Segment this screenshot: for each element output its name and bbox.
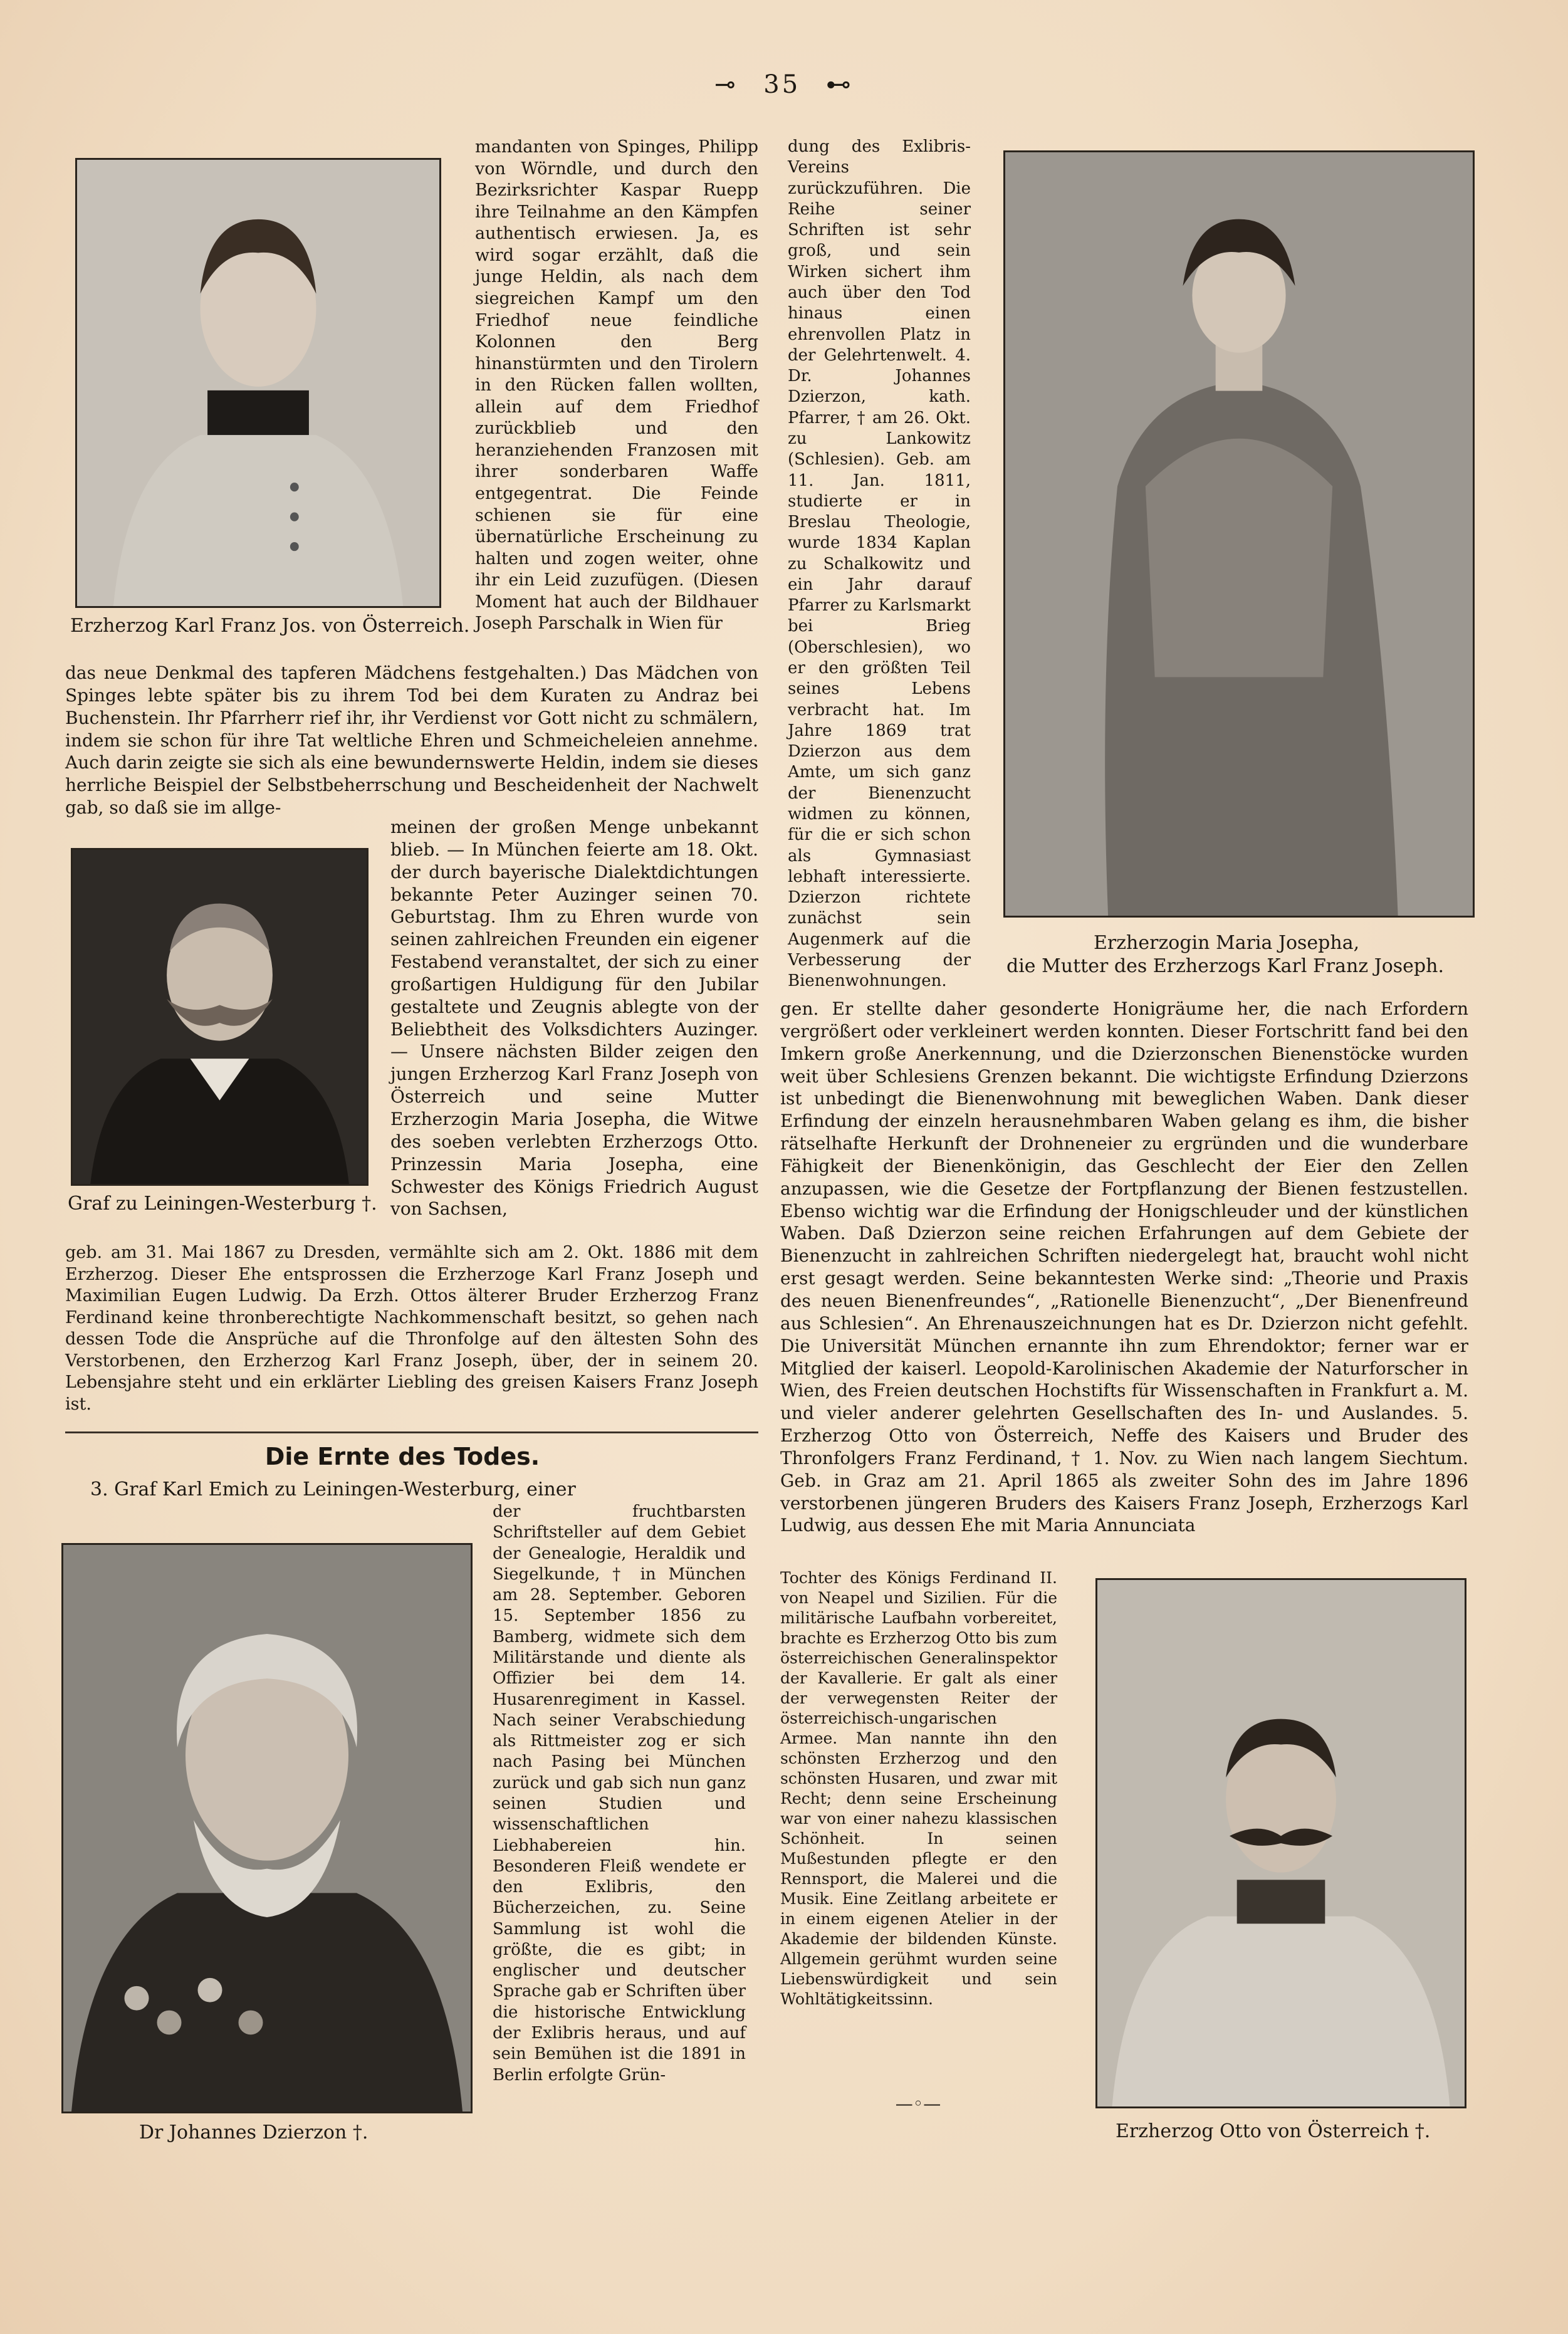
caption-maria-josepha-1: Erzherzogin Maria Josepha,: [1094, 932, 1360, 954]
paragraph: mandanten von Spinges, Philipp von Wörndle, und durch den Bezirksrichter Kaspar Ruepp ihre Teilnahme an den Kämpfen authentisch erwiesen. Ja, es wird sogar erzählt, daß die junge Heldin, als nach dem siegreichen Kampf um den Friedhof neue feindliche Kolonnen den Berg hinanstürmten und den Tirolern in den Rücken fallen wollten, allein auf dem Friedhof zurückblieb und den heranziehenden Franzosen mit ihrer sonderbaren Waffe entgegentrat. Die Feinde schienen sie für eine übernatürliche Erscheinung zu halten und zogen weiter, ohne ihr ein Leid zuzufügen. (Diesen Moment hat auch der Bildhauer Joseph Parschalk in Wien für: [475, 137, 758, 634]
text-graf-line: [90, 1478, 758, 1503]
paragraph: gen. Er stellte daher gesonderte Honigräume her, die nach Erfordern vergrößert oder verkleinert werden konnten. Dieser Fortschritt fand bei den Imkern große Anerkennung, und die Dzierzonschen Bienenstöcke wurden weit über Schlesiens Grenzen bekannt. Die wichtigste Erfindung Dzierzons ist unbedingt die Bienenwohnung mit beweglichen Waben. Dank dieser Erfindung der einzeln herausnehmbaren Waben gelang es ihm, die bisher rätselhafte Herkunft der Drohneneier zu ergründen und die wunderbare Fähigkeit der Bienenkönigin, das Geschlecht der Eier den Zellen anzupassen, wie die Gesetze der Fortpflanzung der Bienen festzustellen. Ebenso wichtig war die Erfindung der Honigschleuder und der künstlichen Waben. Daß Dzierzon seine reichen Erfahrungen auf dem Gebiete der Bienenzucht in zahlreichen Schriften niedergelegt hat, braucht wohl nicht erst gesagt werden. Seine bekanntesten Werke sind: „Theorie und Praxis des neuen Bienenfreundes“, „Rationelle Bienenzucht“, „Der Bienenfreund aus Schlesien“. An Ehrenauszeichnungen hat es Dr. Dzierzon nicht gefehlt. Die Universität München ernannte ihn zum Ehrendoktor; ferner war er Mitglied der kaiserl. Leopold-Karolinischen Akademie der Naturforscher in Wien, des Freien deutschen Hochstifts für Wissenschaften in Frankfurt a. M. und vieler anderer gelehrten Gesellschaften des In- und Auslandes. 5. Erzherzog Otto von Österreich, Neffe des Kaisers und Bruder des Thronfolgers Franz Ferdinand, † 1. Nov. zu Wien nach langem Siechtum. Geb. in Graz am 21. April 1865 als zweiter Sohn des im Jahre 1896 verstorbenen jüngeren Bruders des Kaisers Franz Joseph, Erzherzogs Karl Ludwig, aus dessen Ehe mit Maria Annunciata: [780, 998, 1468, 1536]
text-col3-top: [788, 137, 971, 997]
photo-leiningen: [71, 848, 368, 1186]
text-right-full: [780, 998, 1468, 1568]
text-left-full: [65, 1242, 758, 1415]
paragraph: Tochter des Königs Ferdinand II. von Neapel und Sizilien. Für die militärische Laufbahn vorbereitet, brachte es Erzherzog Otto bis zum österreichischen Generalinspektor der Kavallerie. Er galt als einer der verwegensten Reiter der österreichisch-ungarischen Armee. Man nannte ihn den schönsten Erzherzog und den schönsten Husaren, und zwar mit Recht; denn seine Erscheinung war von einer nahezu klassischen Schönheit. In seinen Mußestunden pflegte er den Rennsport, die Malerei und die Musik. Eine Zeitlang arbeitete er in einem eigenen Atelier in der Akademie der bildenden Künste. Allgemein gerühmt wurden seine Liebenswürdigkeit und sein Wohltätigkeitssinn.: [780, 1569, 1057, 2008]
text-col2-bottom: [493, 1502, 746, 2147]
caption-dzierzon: Dr Johannes Dzierzon †.: [139, 2122, 368, 2143]
page-header: [0, 70, 1568, 99]
page-ornament-right: ⊷: [825, 70, 854, 99]
paragraph: das neue Denkmal des tapferen Mädchens festgehalten.) Das Mädchen von Spinges lebte später bis zu ihrem Tod bei dem Kuraten zu Andraz bei Buchenstein. Ihr Pfarrherr rief ihr, ihr Verdienst vor Gott nicht zu schmälern, indem sie schon für ihre Tat weltliche Ehren und Schmeicheleien annehme. Auch darin zeigte sie sich als eine bewundernswerte Heldin, indem sie dieses herrliche Beispiel der Selbstbeherrschung und Bescheidenheit der Nachwelt gab, so daß sie im allge-: [65, 662, 758, 819]
caption-karl-franz: Erzherzog Karl Franz Jos. von Österreich.: [70, 615, 470, 637]
section-divider: [65, 1431, 758, 1433]
caption-leiningen: Graf zu Leiningen-Westerburg †.: [68, 1193, 377, 1215]
paragraph: geb. am 31. Mai 1867 zu Dresden, vermählte sich am 2. Okt. 1886 mit dem Erzherzog. Dieser Ehe entsprossen die Erzherzoge Karl Franz Joseph und Maximilian Eugen Ludwig. Da Erzh. Ottos älterer Bruder Erzherzog Franz Ferdinand keine thronberechtigte Nachkommenschaft besitzt, so gehen nach dessen Tode die Ansprüche auf die Thronfolge auf den ältesten Sohn des Verstorbenen, den Erzherzog Karl Franz Joseph, über, der in seinem 20. Lebensjahre steht und ein erklärter Liebling des greisen Kaisers Franz Joseph ist.: [65, 1243, 758, 1414]
text-left-mid: [65, 662, 758, 819]
section-heading: Die Ernte des Todes.: [264, 1443, 540, 1470]
page-number: 35: [763, 70, 801, 99]
photo-karl-franz: [75, 158, 441, 608]
photo-dzierzon: [61, 1543, 473, 2113]
caption-otto: Erzherzog Otto von Österreich †.: [1116, 2120, 1431, 2142]
page-ornament-left: ⊸: [714, 70, 738, 99]
text-left-side: [390, 816, 758, 1242]
caption-maria-josepha-2: die Mutter des Erzherzogs Karl Franz Joseph.: [1006, 955, 1444, 977]
text-col2-top: [475, 137, 758, 669]
paragraph: 3. Graf Karl Emich zu Leiningen-Westerburg, einer: [90, 1478, 576, 1500]
paragraph: der fruchtbarsten Schriftsteller auf dem Gebiet der Genealogie, Heraldik und Siegelkunde, † in München am 28. September. Geboren 15. September 1856 zu Bamberg, widmete sich dem Militärstande und diente als Offizier bei dem 14. Husarenregiment in Kassel. Nach seiner Verabschiedung als Rittmeister zog er sich nach Pasing bei München zurück und gab sich nun ganz seinen Studien und wissenschaftlichen Liebhabereien hin. Besonderen Fleiß wendete er den Exlibris, den Bücherzeichen, zu. Seine Sammlung ist wohl die größte, die es gibt; in englischer und deutscher Sprache gab er Schriften über die historische Entwicklung der Exlibris heraus, und auf sein Bemühen ist die 1891 in Berlin erfolgte Grün-: [493, 1502, 746, 2085]
photo-otto: [1095, 1578, 1466, 2108]
end-ornament: —◦—: [895, 2093, 941, 2114]
paragraph: meinen der großen Menge unbekannt blieb. — In München feierte am 18. Okt. der durch bayerische Dialektdichtungen bekannte Peter Auzinger seinen 70. Geburtstag. Ihm zu Ehren wurde von seinen zahlreichen Freunden ein eigener Festabend veranstaltet, der sich zu einer großartigen Huldigung für den Jubilar gestaltete und Zeugnis ablegte von der Beliebtheit des Volksdichters Auzinger. — Unsere nächsten Bilder zeigen den jungen Erzherzog Karl Franz Joseph von Österreich und seine Mutter Erzherzogin Maria Josepha, die Witwe des soeben verlebten Erzherzogs Otto. Prinzessin Maria Josepha, eine Schwester des Königs Friedrich August von Sachsen,: [390, 817, 758, 1220]
text-col3-bottom: [780, 1568, 1057, 2082]
paragraph: dung des Exlibris-Vereins zurückzuführen. Die Reihe seiner Schriften ist sehr groß, und sein Wirken sichert ihm auch über den Tod hinaus einen ehrenvollen Platz in der Gelehrtenwelt. 4. Dr. Johannes Dzierzon, kath. Pfarrer, † am 26. Okt. zu Lankowitz (Schlesien). Geb. am 11. Jan. 1811, studierte er in Breslau Theologie, wurde 1834 Kaplan zu Schalkowitz und ein Jahr darauf Pfarrer zu Karlsmarkt bei Brieg (Oberschlesien), wo er den größten Teil seines Lebens verbracht hat. Im Jahre 1869 trat Dzierzon aus dem Amte, um sich ganz der Bienenzucht widmen zu können, für die er sich schon als Gymnasiast lebhaft interessierte. Dzierzon richtete zunächst sein Augenmerk auf die Verbesserung der Bienenwohnungen.: [788, 137, 971, 991]
photo-maria-josepha: [1003, 150, 1475, 918]
